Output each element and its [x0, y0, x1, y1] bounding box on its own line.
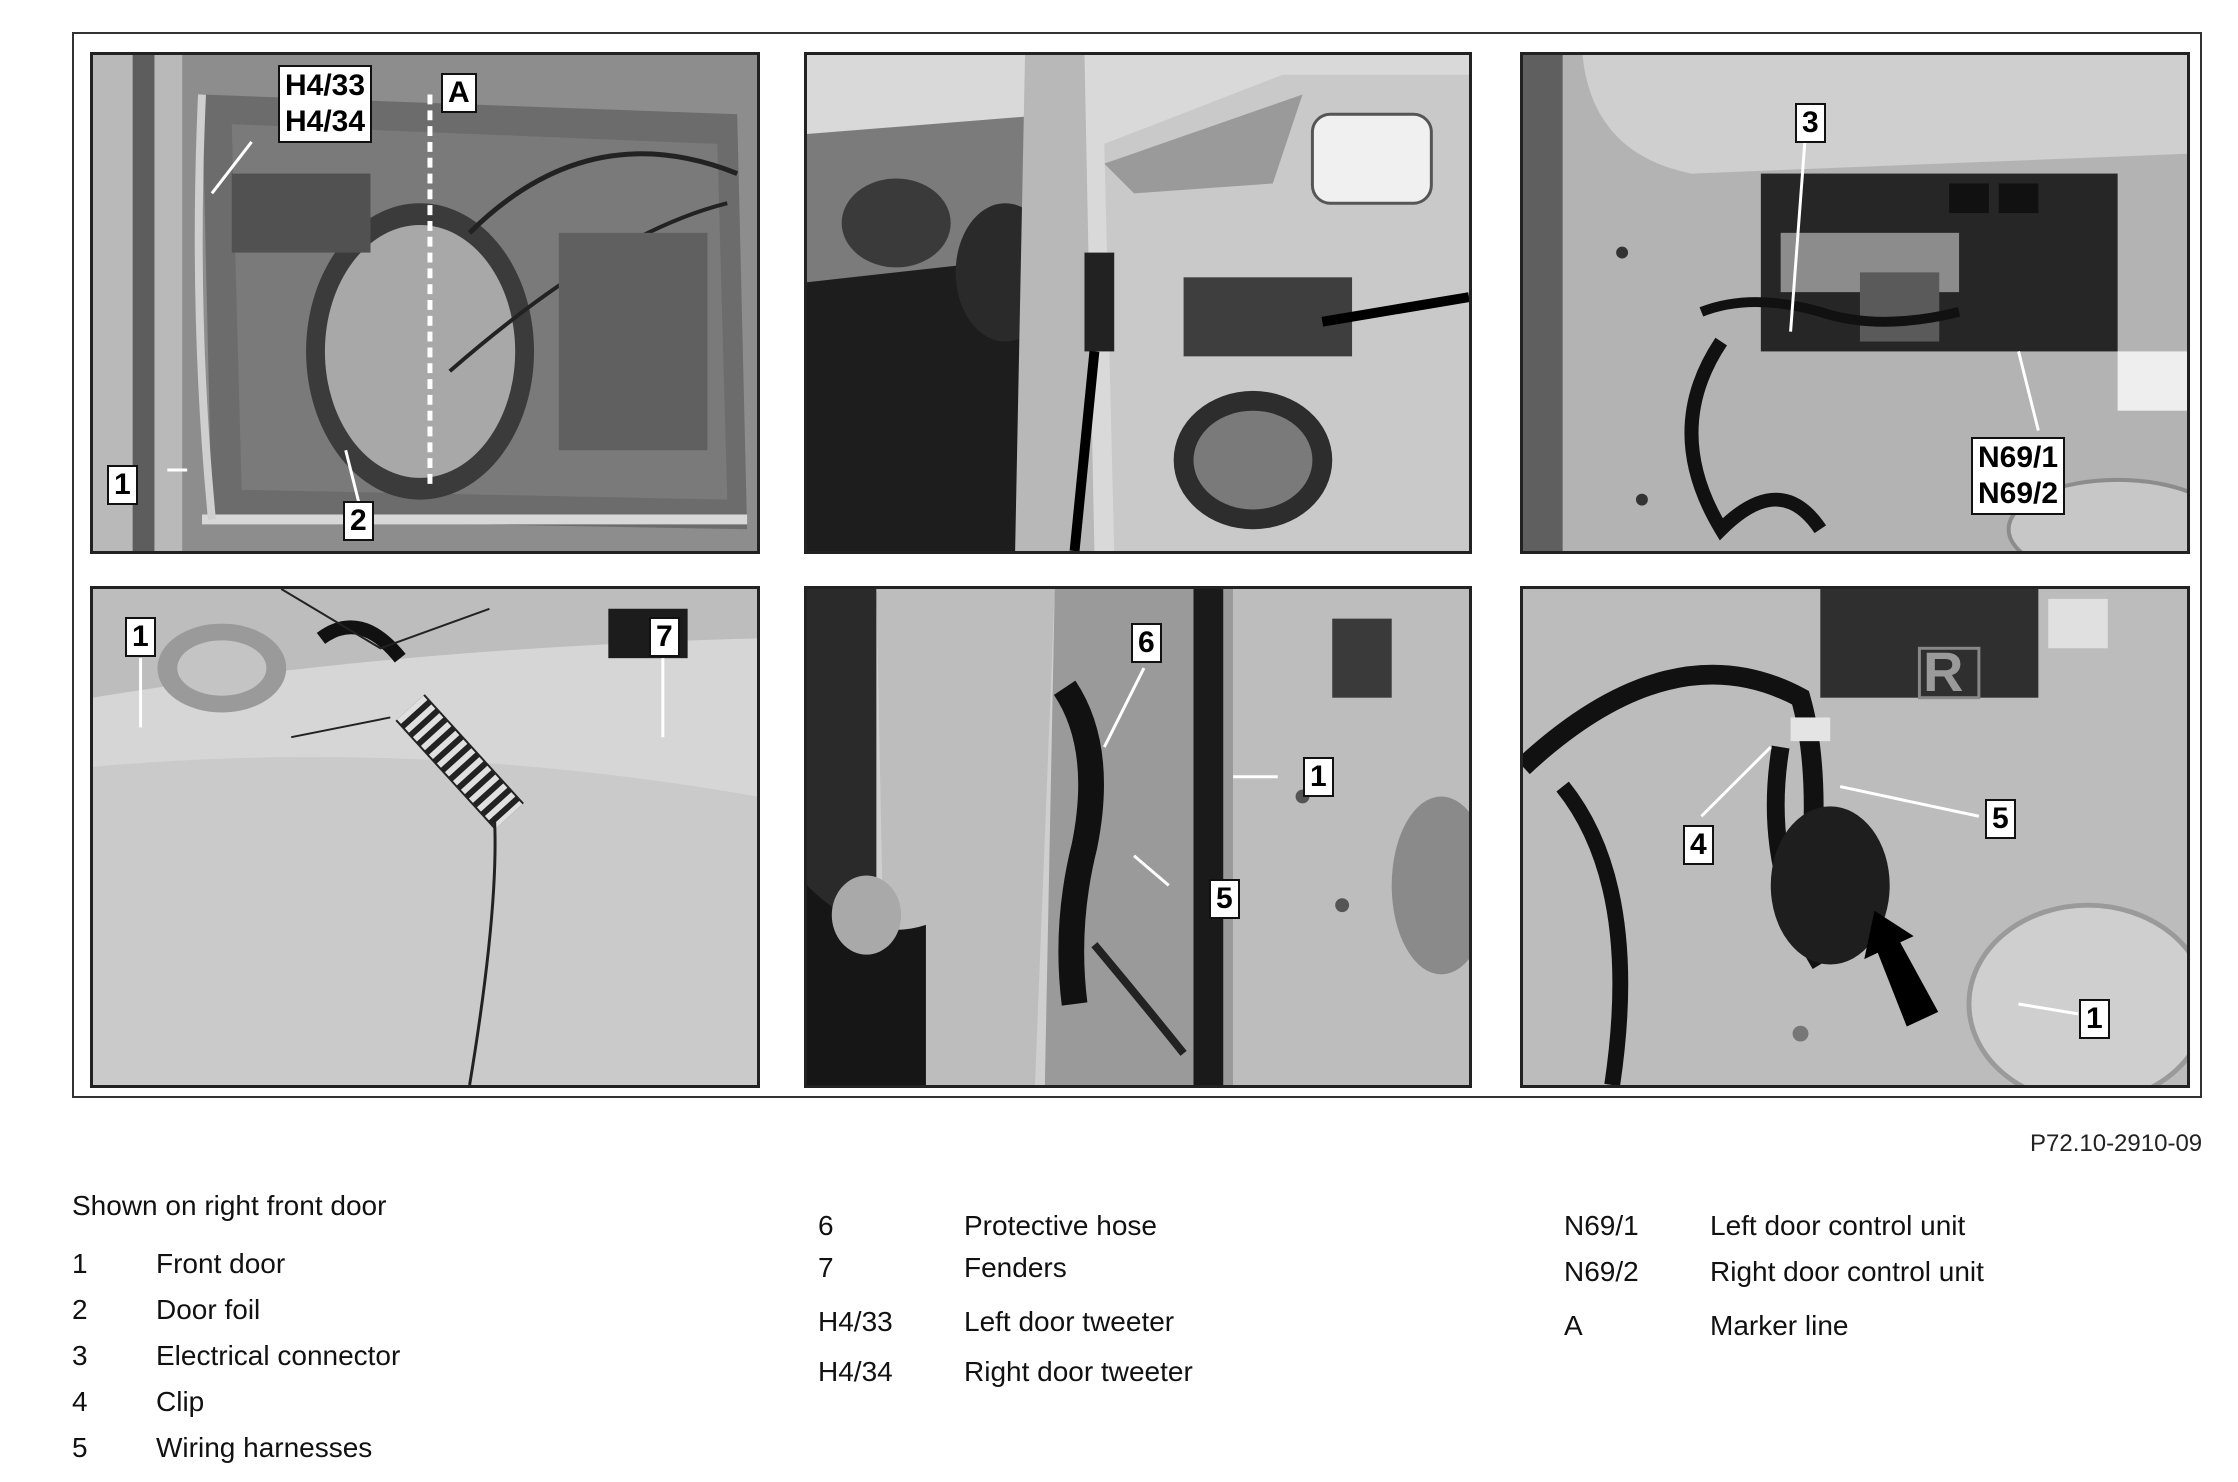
legend-label: Marker line: [1710, 1310, 1849, 1341]
photo-door-overview: [804, 52, 1472, 554]
legend-key: 5: [72, 1432, 88, 1463]
legend-label: Front door: [156, 1248, 286, 1279]
legend-key: 3: [72, 1340, 88, 1371]
callout-4: 4: [1683, 825, 1714, 865]
legend-key: 4: [72, 1386, 88, 1417]
callout-2: 2: [343, 501, 374, 541]
legend-key: N69/2: [1564, 1256, 1639, 1287]
callout-1: 1: [107, 465, 138, 505]
callout-6: 6: [1131, 623, 1162, 663]
legend-label: Clip: [156, 1386, 205, 1417]
photo-door-foil: [90, 52, 760, 554]
callout-n69-2: N69/2: [1978, 477, 2059, 510]
legend-label: Left door tweeter: [964, 1306, 1175, 1337]
legend-label: Door foil: [156, 1294, 261, 1325]
photo-protective-hose: [804, 586, 1472, 1088]
callout-5: 5: [1985, 799, 2016, 839]
legend-key: A: [1564, 1310, 1583, 1341]
callout-5: 5: [1209, 879, 1240, 919]
callout-h4-33: H4/33: [285, 69, 366, 102]
legend-key: H4/34: [818, 1356, 893, 1387]
callout-a: A: [441, 73, 477, 113]
legend-caption: Shown on right front door: [72, 1190, 387, 1221]
legend-label: Left door control unit: [1710, 1210, 1966, 1241]
photo-clip-harness: [1520, 586, 2190, 1088]
legend-label: Wiring harnesses: [156, 1432, 373, 1463]
legend-key: 7: [818, 1252, 834, 1283]
photo-door-control-unit: [1520, 52, 2190, 554]
module-letter-r: R: [1923, 640, 1964, 703]
photo-fender: [90, 586, 760, 1088]
callout-1: 1: [1303, 757, 1334, 797]
legend-key: 6: [818, 1210, 834, 1241]
legend-key: 2: [72, 1294, 88, 1325]
legend-key: N69/1: [1564, 1210, 1639, 1241]
callout-3: 3: [1795, 103, 1826, 143]
legend-key: H4/33: [818, 1306, 893, 1337]
legend-key: 1: [72, 1248, 88, 1279]
legend-label: Fenders: [964, 1252, 1067, 1283]
callout-n69: [1971, 437, 2065, 515]
callout-h4-33-h4-34: [278, 65, 372, 143]
legend-label: Protective hose: [964, 1210, 1157, 1241]
legend-label: Right door tweeter: [964, 1356, 1193, 1387]
callout-n69-1: N69/1: [1978, 441, 2059, 474]
callout-1: 1: [2079, 999, 2110, 1039]
legend-label: Right door control unit: [1710, 1256, 1984, 1287]
figure-reference: P72.10-2910-09: [2030, 1130, 2203, 1157]
callout-1: 1: [125, 617, 156, 657]
callout-h4-34: H4/34: [285, 105, 366, 138]
legend-label: Electrical connector: [156, 1340, 401, 1371]
callout-7: 7: [649, 617, 680, 657]
